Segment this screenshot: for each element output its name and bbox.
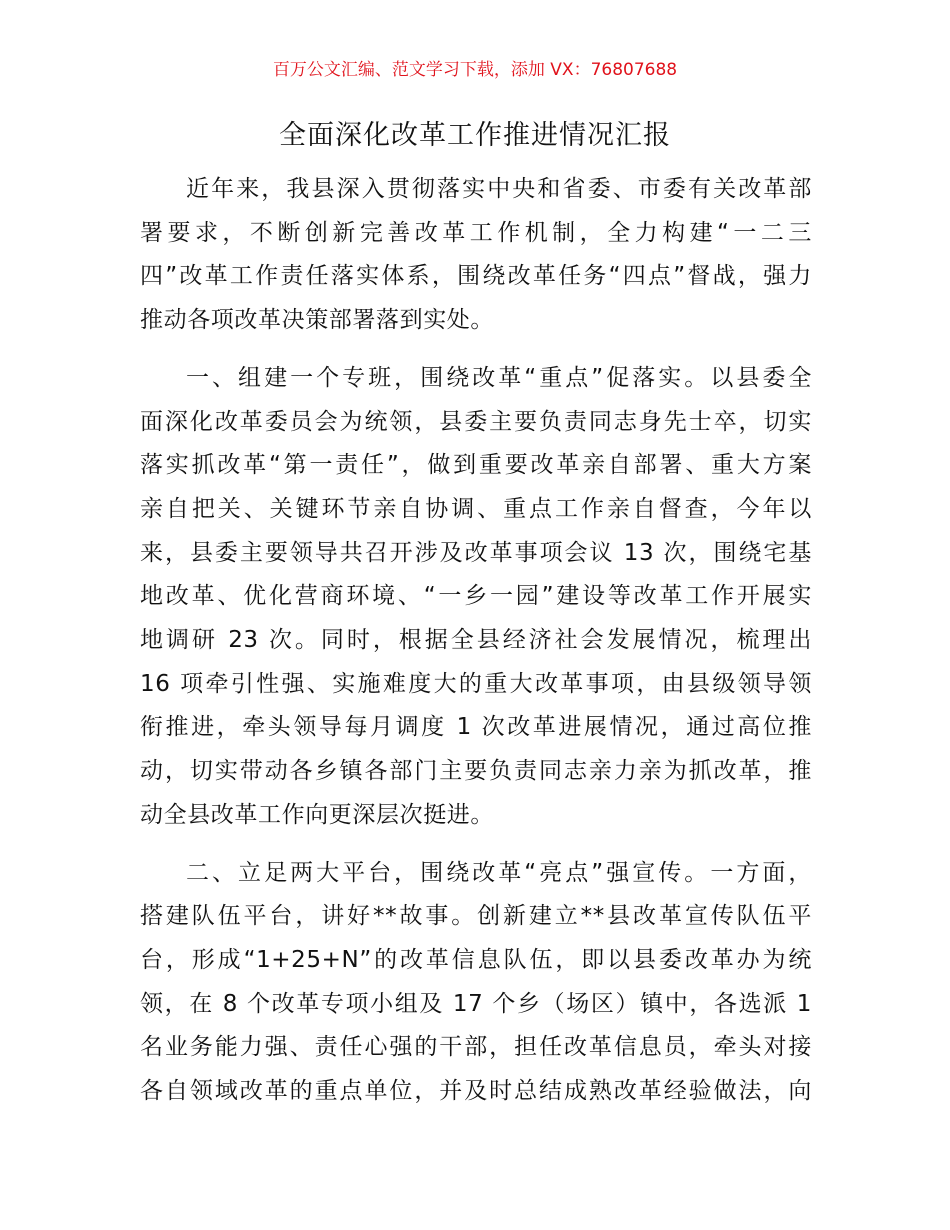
text-line: 面深化改革委员会为统领，县委主要负责同志身先士卒，切实 (140, 408, 812, 435)
text-line: 二、立足两大平台，围绕改革“亮点”强宣传。一方面， (186, 859, 812, 886)
text-line: 领，在 8 个改革专项小组及 17 个乡（场区）镇中，各选派 1 (140, 990, 812, 1017)
text-line: 推动各项改革决策部署落到实处。 (140, 307, 494, 334)
text-line: 地改革、优化营商环境、“一乡一园”建设等改革工作开展实 (140, 583, 812, 610)
text-line: 落实抓改革“第一责任”，做到重要改革亲自部署、重大方案 (140, 452, 812, 479)
text-line: 动全县改革工作向更深层次挺进。 (140, 801, 494, 828)
paragraph-intro (140, 168, 812, 343)
text-line: 来，县委主要领导共召开涉及改革事项会议 13 次，围绕宅基 (140, 539, 812, 566)
text-line: 地调研 23 次。同时，根据全县经济社会发展情况，梳理出 (140, 627, 812, 654)
text-line: 动，切实带动各乡镇各部门主要负责同志亲力亲为抓改革，推 (140, 758, 812, 785)
document-body (140, 168, 812, 1128)
paragraph-section-1 (140, 357, 812, 838)
text-line: 衔推进，牵头领导每月调度 1 次改革进展情况，通过高位推 (140, 714, 812, 741)
text-line: 亲自把关、关键环节亲自协调、重点工作亲自督查，今年以 (140, 495, 812, 522)
text-line: 近年来，我县深入贯彻落实中央和省委、市委有关改革部 (186, 176, 812, 202)
text-line: 搭建队伍平台，讲好**故事。创新建立**县改革宣传队伍平 (140, 903, 812, 930)
watermark-banner: 百万公文汇编、范文学习下载，添加 VX：76807688 (272, 60, 678, 80)
document-title: 全面深化改革工作推进情况汇报 (279, 120, 671, 151)
text-line: 名业务能力强、责任心强的干部，担任改革信息员，牵头对接 (140, 1034, 812, 1061)
text-line: 一、组建一个专班，围绕改革“重点”促落实。以县委全 (186, 364, 812, 391)
text-line: 各自领域改革的重点单位，并及时总结成熟改革经验做法，向 (140, 1078, 812, 1105)
text-line: 台，形成“1+25+N”的改革信息队伍，即以县委改革办为统 (140, 946, 812, 973)
text-line: 署要求，不断创新完善改革工作机制，全力构建“一二三 (140, 219, 812, 246)
text-line: 16 项牵引性强、实施难度大的重大改革事项，由县级领导领 (140, 670, 812, 697)
text-line: 四”改革工作责任落实体系，围绕改革任务“四点”督战，强力 (140, 263, 812, 290)
paragraph-section-2 (140, 852, 812, 1114)
